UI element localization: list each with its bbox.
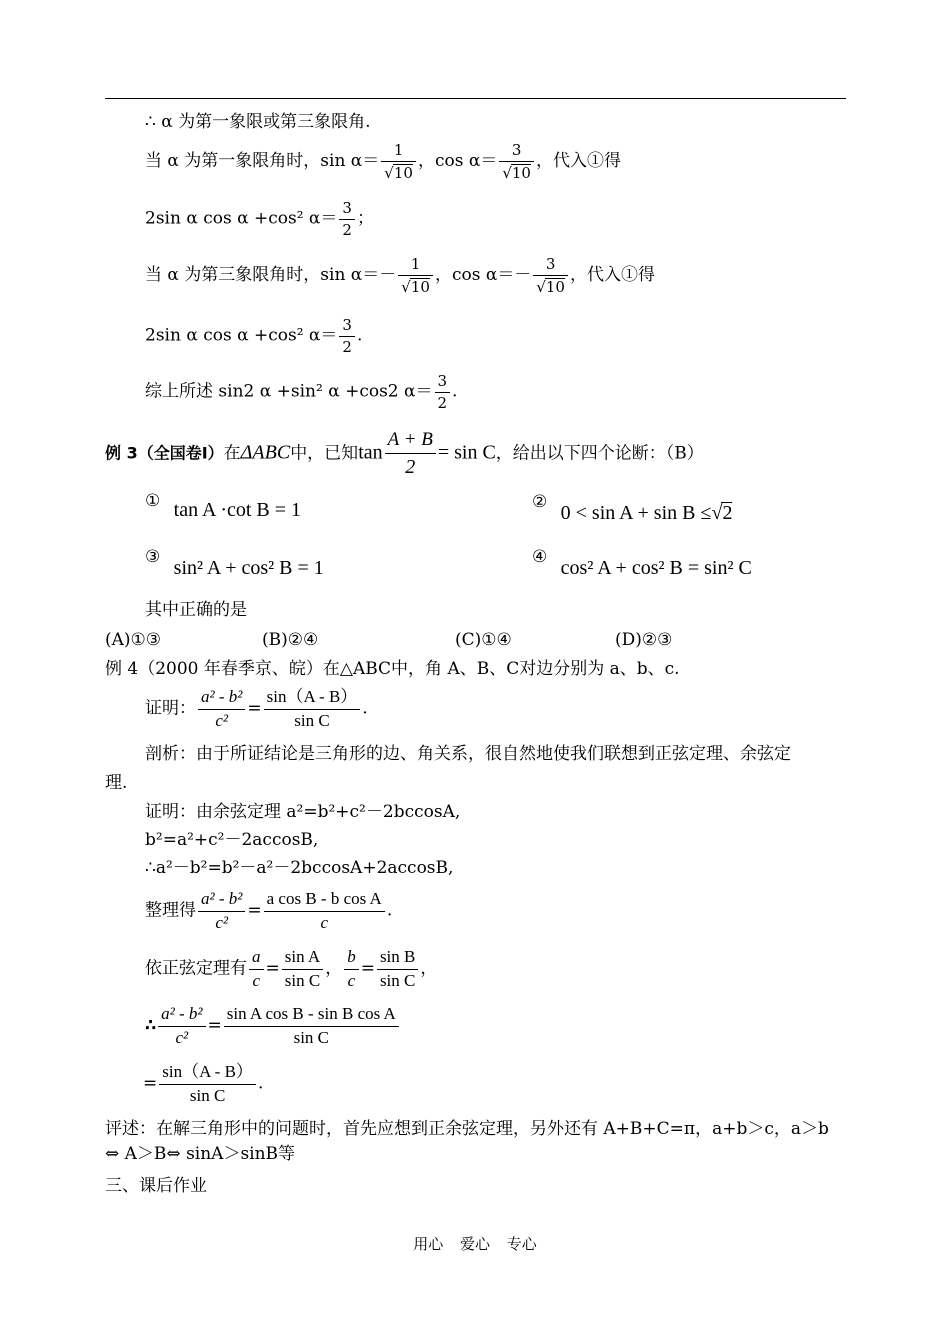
proof-line-5: 依正弦定理有 $\frac{a}{c}$ = $\frac{\text{sin A}}{\text{sin C}}$ ， $\frac{b}{c}$ = $\frac{\text{sin B}}{\text{sin C}}$ ， [145, 947, 438, 990]
formula-line: 2sin α cos α +cos² α＝ $\frac{3}{2}$ . [145, 316, 363, 356]
proof-line-2: b²=a²+c²－2accosB, [145, 830, 319, 850]
analysis-line-2: 理. [105, 773, 128, 793]
option-d: (D)②③ [615, 630, 673, 650]
proof-line-1: 证明：由余弦定理 a²=b²+c²－2bccosA, [145, 802, 461, 822]
proof-line-4: 整理得 $\frac{\text{a² - b²}}{\text{c²}}$ = $\frac{\text{a cos B - b cos A}}{c}$ . [145, 889, 393, 932]
footer [0, 1233, 950, 1254]
formula-line: 当 α 为第一象限角时，sin α＝ $\frac{1}{√10}$ ，cos α＝ $\frac{3}{√10}$ ，代入①得 [145, 141, 621, 182]
example-4-heading: 例 4（2000 年春季京、皖）在△ABC中，角 A、B、C对边分别为 a、b、c. [105, 659, 680, 679]
option-a: (A)①③ [105, 630, 162, 650]
claim-3: ③ sin² A + cos² B = 1 [145, 547, 324, 579]
option-b: (B)②④ [262, 630, 319, 650]
footer-text-1: 用心 [413, 1235, 444, 1253]
text-line: ∴ α 为第一象限或第三象限角. [145, 112, 371, 132]
footer-text-2: 爱心 [459, 1235, 490, 1253]
prove-statement: 证明： $\frac{\text{a² - b²}}{\text{c²}}$ = $\frac{\sin(A - B)}{\text{sin C}}$ . [145, 687, 368, 730]
claim-2: ② 0 < sin A + sin B ≤√2 [532, 492, 733, 524]
proof-line-3: ∴a²－b²=b²－a²－2bccosA+2accosB, [145, 858, 454, 878]
formula-line: 2sin α cos α +cos² α＝ $\frac{3}{2}$ ； [145, 199, 374, 239]
option-c: (C)①④ [455, 630, 512, 650]
review-line-1: 评述：在解三角形中的问题时，首先应想到正余弦定理，另外还有 A+B+C=π，a+b＞c，a＞b [105, 1119, 829, 1139]
proof-line-6: ∴ $\frac{\text{a² - b²}}{\text{c²}}$ = $\frac{\text{sin A cos B - sin B cos A}}{\text{sin C}}$ [145, 1005, 401, 1047]
formula-line: 综上所述 sin2 α +sin² α +cos2 α＝ $\frac{3}{2}$ . [145, 372, 458, 412]
formula-line: 当 α 为第三象限角时，sin α＝－ $\frac{1}{√10}$ ，cos α＝－ $\frac{3}{√10}$ ，代入①得 [145, 255, 655, 296]
proof-line-7: = $\frac{\sin(A - B)}{\text{sin C}}$ . [143, 1062, 264, 1105]
review-line-2: ⇔ A＞B⇔ sinA＞sinB等 [105, 1144, 296, 1164]
analysis-line-1: 剖析：由于所证结论是三角形的边、角关系，很自然地使我们联想到正弦定理、余弦定 [145, 744, 791, 764]
claim-4: ④ cos² A + cos² B = sin² C [532, 547, 752, 579]
claim-1: ① tan A ·cot B = 1 [145, 491, 302, 521]
section-heading: 三、课后作业 [105, 1176, 207, 1196]
header-rule [105, 98, 846, 99]
question-text: 其中正确的是 [145, 600, 247, 620]
example-3-heading: 例 3（全国卷Ⅰ）在ΔABC中，已知tan $\frac{A + B}{2}$ = sin C，给出以下四个论断：（B） [105, 429, 704, 478]
footer-text-3: 专心 [506, 1235, 537, 1253]
